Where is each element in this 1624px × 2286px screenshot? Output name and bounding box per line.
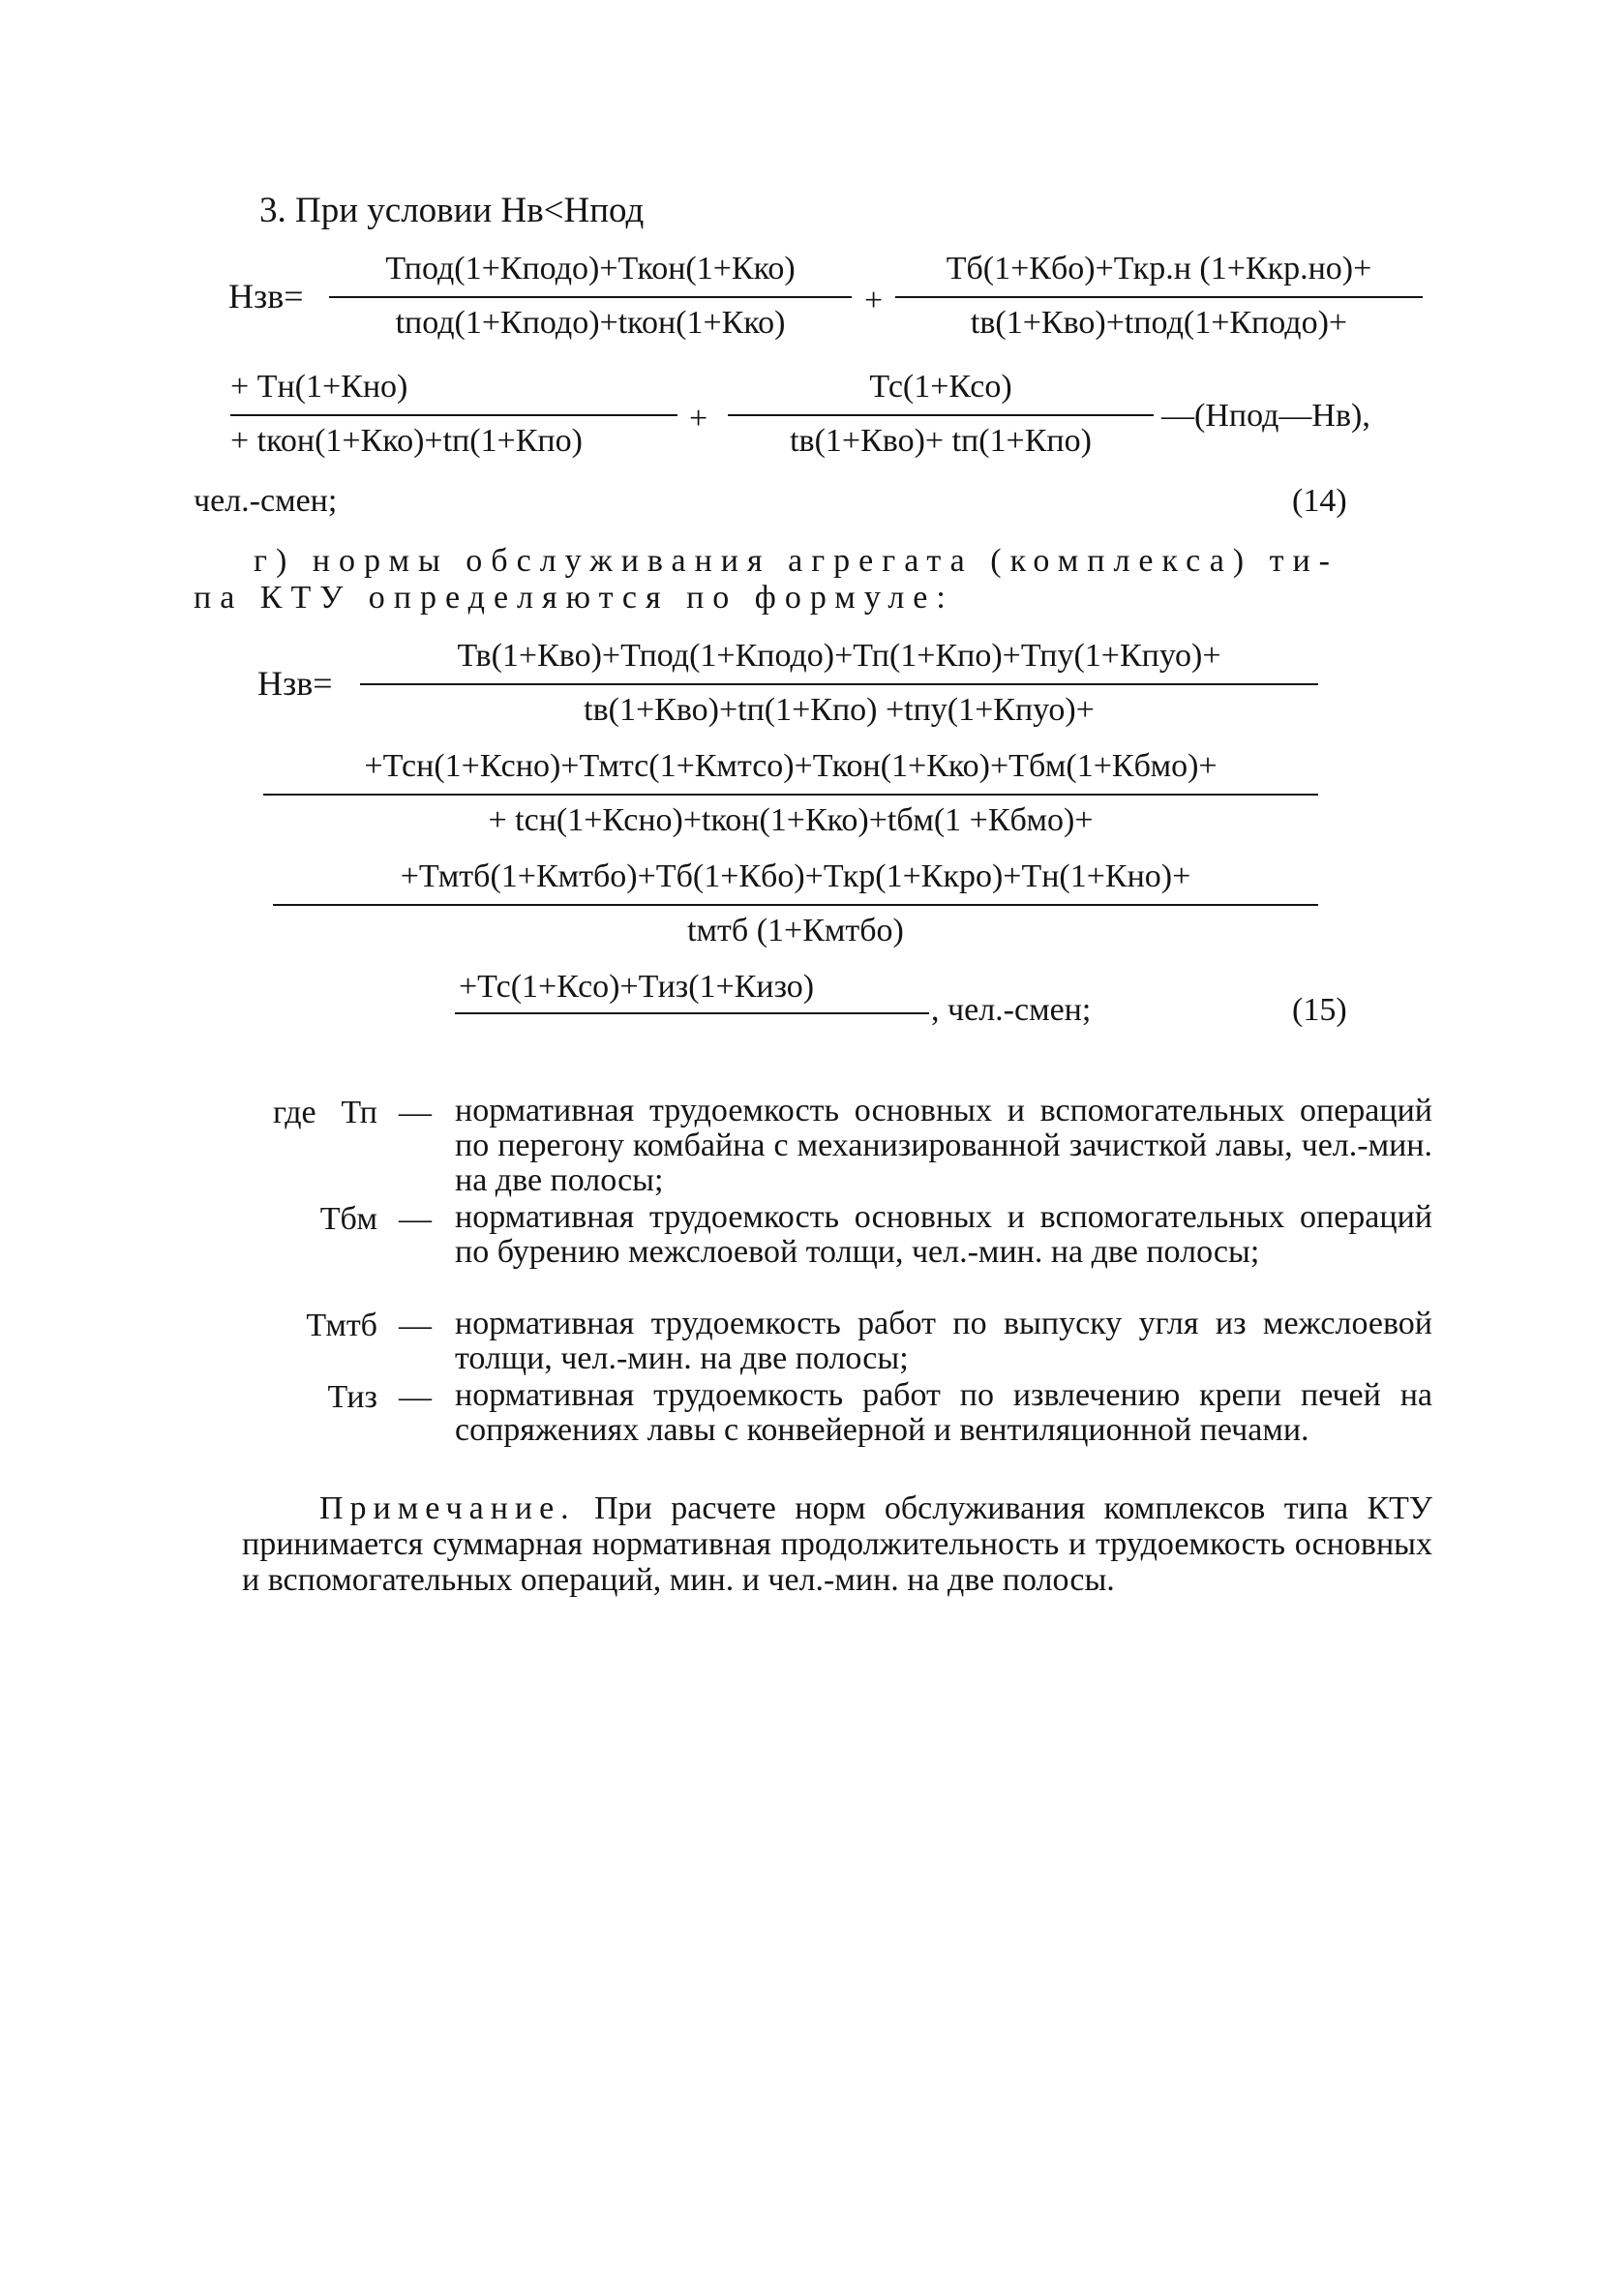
fraction-numerator: +Тсн(1+Ксно)+Тмтс(1+Кмтсо)+Ткон(1+Кко)+Тбм(1+Кбмо)+: [364, 748, 1218, 784]
definition-term: Тмтб: [306, 1308, 377, 1343]
plus-sign: +: [864, 283, 884, 318]
note-label: Примечание.: [319, 1490, 576, 1526]
formula-15-unit: , чел.-смен;: [931, 992, 1092, 1028]
fraction-denominator: + tсн(1+Ксно)+tкон(1+Кко)+tбм(1 +Кбмо)+: [488, 802, 1094, 838]
formula-15-number: (15): [1292, 992, 1347, 1028]
definition-text: нормативная трудоемкость работ по выпуску угля из межслоевой толщи, чел.-мин. на две полосы;: [455, 1306, 1432, 1376]
plus-sign: +: [689, 401, 708, 436]
fraction-denominator: + tкон(1+Кко)+tп(1+Кпо): [230, 423, 583, 459]
formula-14-unit: чел.-смен;: [194, 483, 338, 519]
fraction-bar: [273, 904, 1318, 906]
formula-15-lhs: Нзв=: [257, 664, 333, 703]
definition-text: нормативная трудоемкость основных и вспомогательных операций по бурению межслоевой толщи, чел.-мин. на две полосы;: [455, 1199, 1432, 1270]
definition-term: Тп: [341, 1095, 377, 1130]
paragraph-g-line-1: г) нормы обслуживания агрегата (комплекса) ти-: [254, 543, 1338, 579]
fraction-denominator: tв(1+Кво)+tп(1+Кпо) +tпу(1+Кпуо)+: [584, 692, 1095, 728]
definition-dash: —: [399, 1379, 432, 1415]
fraction-numerator: +Тмтб(1+Кмтбо)+Тб(1+Кбо)+Ткр(1+Ккро)+Тн(1+Кно)+: [400, 858, 1191, 894]
definition-text: нормативная трудоемкость основных и вспомогательных операций по перегону комбайна с механизированной зачисткой лавы, чел.-мин. на две полосы;: [455, 1093, 1432, 1198]
note-paragraph: [242, 1490, 1432, 1598]
fraction-bar: [329, 296, 852, 298]
fraction-bar: [230, 414, 677, 416]
definition-dash: —: [399, 1201, 432, 1237]
definition-term: Тиз: [327, 1379, 377, 1415]
fraction-numerator: + Тн(1+Кно): [230, 369, 408, 405]
fraction-numerator: Тб(1+Кбо)+Ткр.н (1+Ккр.но)+: [946, 251, 1372, 286]
formula-14-tail: —(Нпод—Нв),: [1161, 398, 1370, 434]
fraction-denominator: tмтб (1+Кмтбо): [687, 913, 904, 948]
fraction-numerator: Тс(1+Ксо): [869, 369, 1012, 405]
formula-14-number: (14): [1292, 483, 1347, 519]
fraction-bar: [360, 683, 1318, 685]
formula-15-last-numerator: +Тс(1+Ксо)+Тиз(1+Кизо): [459, 969, 815, 1005]
fraction-numerator: Тпод(1+Кподо)+Ткон(1+Кко): [385, 251, 796, 286]
fraction-denominator: tпод(1+Кподо)+tкон(1+Кко): [395, 305, 786, 341]
definitions-prefix: где: [273, 1095, 316, 1130]
fraction-numerator: Тв(1+Кво)+Тпод(1+Кподо)+Тп(1+Кпо)+Тпу(1+Кпуо)+: [457, 638, 1221, 674]
fraction-bar: [455, 1012, 929, 1014]
fraction-bar: [728, 414, 1154, 416]
fraction-denominator: tв(1+Кво)+ tп(1+Кпо): [790, 423, 1092, 459]
definition-dash: —: [399, 1308, 432, 1343]
definition-term: Тбм: [319, 1201, 377, 1237]
fraction-bar: [895, 296, 1423, 298]
fraction-bar: [263, 794, 1318, 796]
note-text: При расчете норм обслуживания комплексов типа КТУ принимается суммарная нормативная продолжительность и трудоемкость основных и вспомогательных операций, мин. и чел.-мин. на две полосы.: [242, 1490, 1432, 1598]
paragraph-g-line-2: па КТУ определяются по формуле:: [194, 580, 954, 616]
fraction-denominator: tв(1+Кво)+tпод(1+Кподо)+: [970, 305, 1348, 341]
section-heading: 3. При условии Нв<Нпод: [259, 191, 645, 230]
formula-14-lhs: Нзв=: [228, 277, 304, 316]
definition-text: нормативная трудоемкость работ по извлечению крепи печей на сопряжениях лавы с конвейерной и вентиляционной печами.: [455, 1377, 1432, 1448]
definition-dash: —: [399, 1095, 432, 1130]
